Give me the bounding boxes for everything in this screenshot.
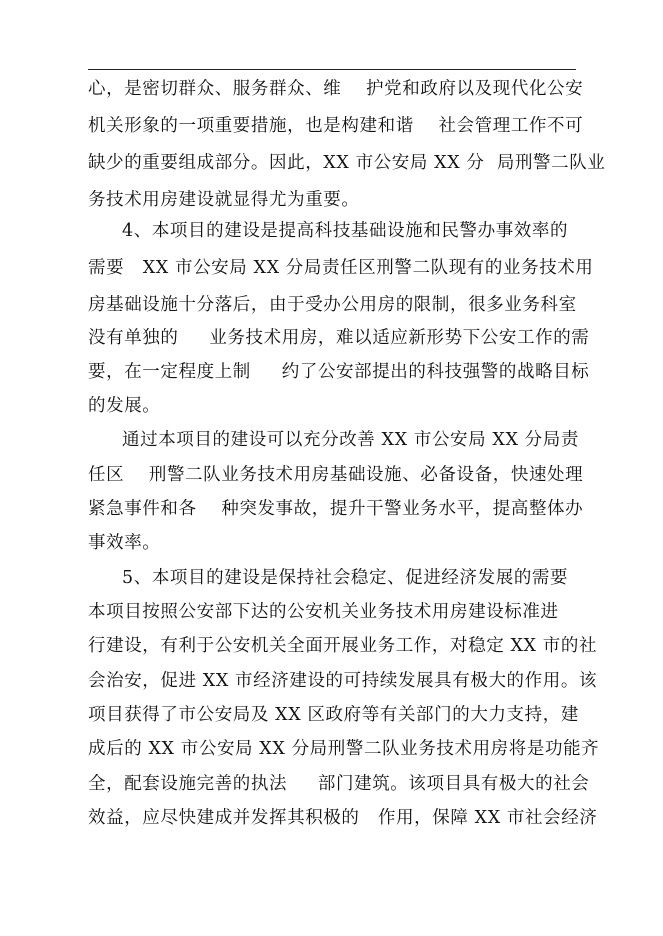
text-line: 会治安，促进 XX 市经济建设的可持续发展具有极大的作用。该 <box>88 671 598 691</box>
text-line: 成后的 XX 市公安局 XX 分局刑警二队业务技术用房将是功能齐 <box>88 739 600 759</box>
text-line: 本项目按照公安部下达的公安机关业务技术用房建设标准进 <box>88 602 559 622</box>
text-line: 心，是密切群众、服务群众、维 护党和政府以及现代化公安 <box>88 79 584 99</box>
text-line: 项目获得了市公安局及 XX 区政府等有关部门的大力支持，建 <box>88 705 579 725</box>
text-line: 的发展。 <box>88 396 161 416</box>
text-line: 需要 XX 市公安局 XX 分局责任区刑警二队现有的业务技术用 <box>88 258 594 278</box>
text-line: 行建设，有利于公安机关全面开展业务工作，对稳定 XX 市的社 <box>88 636 598 656</box>
text-line: 效益，应尽快建成并发挥其积极的 作用，保障 XX 市社会经济 <box>88 808 598 828</box>
text-line: 房基础设施十分落后，由于受办公用房的限制，很多业务科室 <box>88 295 577 315</box>
text-line: 全，配套设施完善的执法 部门建筑。该项目具有极大的社会 <box>88 774 590 794</box>
text-line: 没有单独的 业务技术用房，难以适应新形势下公安工作的需 <box>88 328 590 348</box>
text-line: 缺少的重要组成部分。因此，XX 市公安局 XX 分 局刑警二队业 <box>88 153 606 173</box>
text-line: 机关形象的一项重要措施，也是构建和谐 社会管理工作不可 <box>88 116 584 136</box>
header-rule <box>88 69 576 70</box>
text-line: 务技术用房建设就显得尤为重要。 <box>88 190 360 210</box>
text-line: 事效率。 <box>88 533 161 553</box>
text-line: 要，在一定程度上制 约了公安部提出的科技强警的战略目标 <box>88 362 590 382</box>
text-line: 紧急事件和各 种突发事故，提升干警业务水平，提高整体办 <box>88 499 584 519</box>
text-line: 通过本项目的建设可以充分改善 XX 市公安局 XX 分局责 <box>122 430 579 450</box>
text-line: 任区 刑警二队业务技术用房基础设施、必备设备，快速处理 <box>88 465 584 485</box>
text-line: 4、本项目的建设是提高科技基础设施和民警办事效率的 <box>122 221 569 241</box>
text-line: 5、本项目的建设是保持社会稳定、促进经济发展的需要 <box>122 568 569 588</box>
